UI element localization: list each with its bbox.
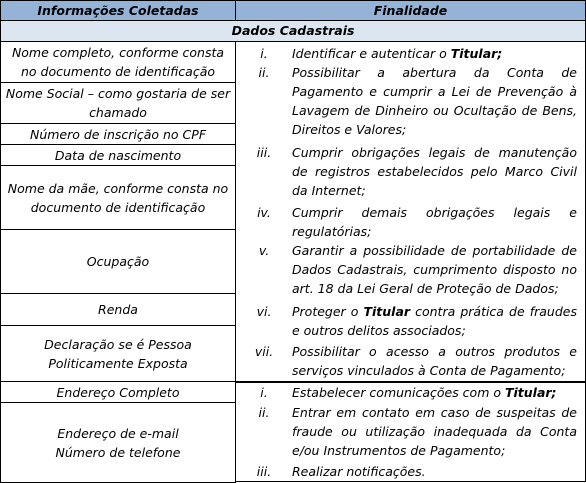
cell-pessoa-politicamente-exposta: [0, 325, 236, 382]
item-number: i.: [260, 385, 268, 400]
cell-nome-social: [0, 82, 236, 124]
cell-label: Endereço Completo: [56, 384, 180, 400]
cell-label-email: Endereço de e-mail: [57, 425, 179, 441]
item-text: Realizar notificações.: [292, 464, 426, 479]
item-text: Estabelecer comunicações com o Titular;: [292, 385, 557, 400]
cell-label: Nome da mãe, conforme consta no documento de identificação: [7, 180, 229, 215]
cell-data-nascimento: [0, 144, 236, 166]
item-number: ii.: [258, 65, 270, 80]
item-number: vii.: [254, 344, 274, 359]
item-text: Entrar em contato em caso de suspeitas de fraude ou utilização inadequada da Conta e/ou Instrumentos de Pagamento;: [292, 405, 577, 458]
cell-renda: [0, 293, 236, 326]
item-number: v.: [258, 243, 270, 258]
item-text: Proteger o Titular contra prática de fraudes e outros delitos associados;: [292, 304, 577, 338]
finalidade-group-dados: [235, 41, 586, 383]
cell-label: Data de nascimento: [54, 147, 182, 163]
item-text: Possibilitar a abertura da Conta de Pagamento e cumprir a Lei de Prevenção à Lavagem de Dinheiro ou Ocultação de Bens, Direitos e Valores;: [292, 65, 577, 137]
item-number: ii.: [258, 405, 270, 420]
item-number: iv.: [257, 205, 271, 220]
cell-email-telefone: [0, 402, 236, 483]
cell-nome-mae: [0, 165, 236, 230]
header-informacoes: [0, 0, 236, 21]
cell-endereco-completo: [0, 381, 236, 403]
finalidade-group-contato: [235, 381, 586, 482]
item-text: Possibilitar o acesso a outros produtos e serviços vinculados à Conta de Pagamento;: [292, 344, 577, 378]
cell-label: Nome Social – como gostaria de ser chamado: [5, 86, 231, 120]
section-row: [0, 20, 586, 42]
cell-label-telefone: Número de telefone: [55, 444, 181, 460]
item-number: vi.: [256, 304, 272, 319]
cell-label: Ocupação: [86, 254, 150, 269]
item-text: Cumprir obrigações legais de manutenção de registros estabelecidos pelo Marco Civil da Internet;: [292, 145, 577, 198]
item-text: Garantir a possibilidade de portabilidade de Dados Cadastrais, cumprimento disposto no art. 18 da Lei Geral de Proteção de Dados;: [292, 243, 577, 296]
item-number: i.: [260, 46, 268, 61]
cell-ocupacao: [0, 229, 236, 294]
header-col1-label: Informações Coletadas: [37, 3, 199, 18]
header-col2-label: Finalidade: [373, 3, 448, 18]
cell-label: Número de inscrição no CPF: [29, 126, 207, 142]
cell-label: Renda: [98, 302, 138, 317]
cell-cpf: [0, 123, 236, 145]
header-finalidade: [235, 0, 586, 21]
item-text: Identificar e autenticar o Titular;: [292, 46, 503, 61]
cell-label: Declaração se é Pessoa Politicamente Exposta: [44, 336, 192, 371]
item-number: iii.: [256, 145, 272, 160]
section-title: Dados Cadastrais: [231, 23, 355, 38]
cell-nome-completo: [0, 41, 236, 83]
item-text: Cumprir demais obrigações legais e regulatórias;: [292, 205, 577, 239]
cell-label: Nome completo, conforme consta no documento de identificação: [11, 45, 225, 79]
item-number: iii.: [256, 464, 272, 479]
